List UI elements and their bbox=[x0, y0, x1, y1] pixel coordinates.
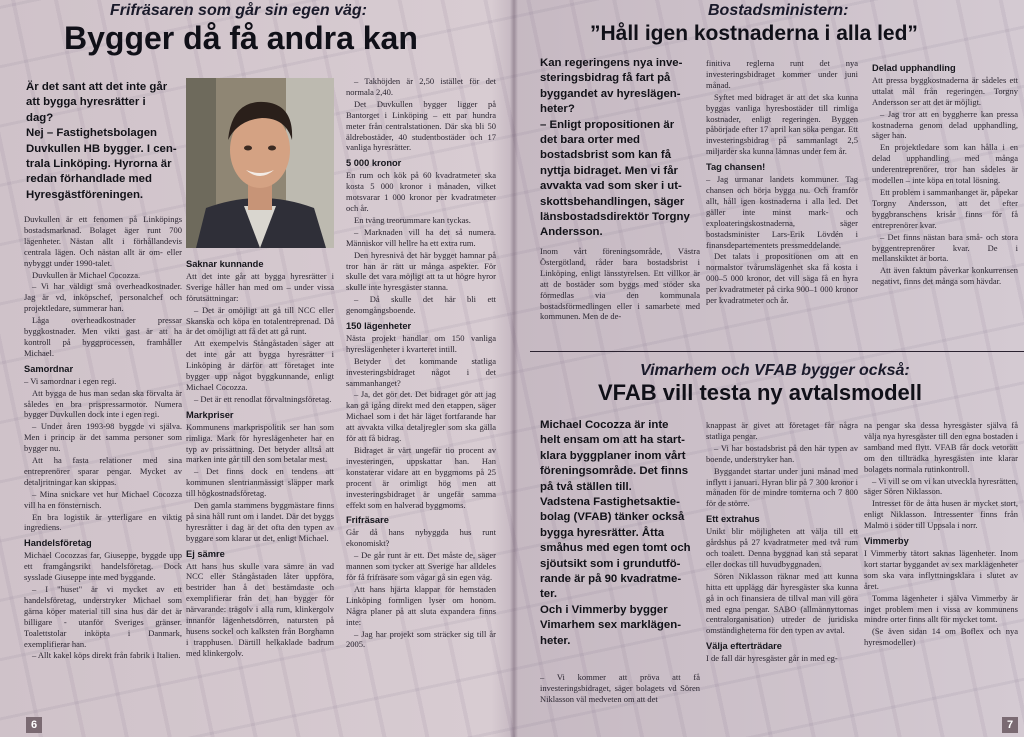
paragraph: – Jag har projekt som sträcker sig till år 2005. bbox=[346, 628, 496, 650]
right-top-column-3 bbox=[872, 58, 1018, 338]
subheading: Frifräsare bbox=[346, 515, 389, 526]
paragraph: finitiva reglerna runt det nya investeringsbidraget kommer under juni månad. bbox=[706, 58, 858, 90]
paragraph: Låga overheadkostnader pressar byggkostnader. Men vikti gast är att ha kontroll på byggprocessen, framhåller Michael. bbox=[24, 315, 182, 358]
lead-line: länsbostadsdirektör Torgny bbox=[540, 211, 690, 224]
paragraph: – Då skulle det här bli ett genomgångsboende. bbox=[346, 294, 496, 316]
lead-line: rande är på 90 kvadratme- bbox=[540, 573, 682, 586]
lead-line: Nej – Fastighetsbolagen bbox=[26, 127, 158, 140]
paragraph: Syftet med bidraget är att det ska kunna byggas vanliga hyresbostäder till rimliga kostnader, enligt regeringen. Byggen påbörjade efter 17 april kan söka pengar. Ett investeringsbidrag på sammanlagt 2,5 miljarder ska kunna lämnas under fem år. bbox=[706, 91, 858, 157]
paragraph: En rum och kök på 60 kvadratmeter ska kosta 5 000 kronor i månaden, vilket motsvarar 1 000 kronor per kvadratmeter och år. bbox=[346, 170, 496, 213]
subheading: Tag chansen! bbox=[706, 162, 766, 173]
paragraph: En tväng treorummare kan tyckas. bbox=[354, 214, 471, 225]
lead-line: Andersson. bbox=[540, 226, 603, 239]
lead-line: trala Linköping. Hyrorna är bbox=[26, 158, 172, 171]
subheading: Vimmerby bbox=[864, 536, 909, 547]
paragraph: – I "huset" är vi mycket av ett handelsföretag, understryker Michael som gärna köper material till sina hus där det är billigare - utanför Sveriges gränser. Toalettstolar inköpta i Danmark, exemplifierar han. bbox=[24, 584, 182, 649]
lead-line: föreningsområde. Det finns bbox=[540, 465, 689, 478]
lead-line: byggandet av hyreslägen- bbox=[540, 87, 681, 100]
lead-line: nyttja bidraget. Men vi får bbox=[540, 164, 678, 177]
paragraph: – Allt kakel köps direkt från fabrik i Italien. bbox=[32, 650, 181, 661]
subheading: 150 lägenheter bbox=[346, 321, 412, 332]
lead-line: Och i Vimmerby bygger bbox=[540, 603, 668, 616]
paragraph: – Vi har väldigt små overheadkostnader. Jag är vd, inköpschef, personalchef och projektledare, summerar han. bbox=[24, 281, 182, 314]
page-number-left: 6 bbox=[26, 717, 42, 733]
paragraph: (Se även sidan 14 om Boflex och nya hyresmodeller) bbox=[864, 626, 1018, 648]
left-lead bbox=[26, 80, 184, 203]
right-bottom-column-3 bbox=[864, 420, 1018, 714]
right-top-headline: ”Håll igen kostnaderna i alla led” bbox=[590, 22, 918, 45]
paragraph: Att även faktum påverkar konkurrensen negativt, finns det många som hävdar. bbox=[872, 265, 1018, 287]
page-fold bbox=[510, 0, 518, 737]
section-divider bbox=[530, 351, 1024, 352]
lead-line: bygga hyresrätter. Åtta bbox=[540, 526, 665, 539]
subheading: 5 000 kronor bbox=[346, 158, 402, 169]
subheading: Ett extrahus bbox=[706, 514, 760, 525]
subheading: Ej sämre bbox=[186, 548, 225, 559]
lead-line: på två ställen till. bbox=[540, 480, 632, 493]
paragraph: Att bygga de hus man sedan ska förvalta är således en bra prispressarmotor. Numera bygger Duvkullen dock inte i egen regi. bbox=[24, 387, 182, 420]
paragraph: – Mina snickare vet hur Michael Cocozza vill ha en fönsternisch. bbox=[24, 488, 182, 510]
lead-line: Vadstena Fastighetsaktie- bbox=[540, 496, 680, 509]
lead-line: Michael Cocozza är inte bbox=[540, 419, 669, 431]
lead-line: heter? bbox=[540, 103, 575, 116]
subheading: Handelsföretag bbox=[24, 538, 92, 549]
left-column-2 bbox=[186, 254, 334, 712]
lead-line: Är det sant att det inte går bbox=[26, 81, 168, 93]
paragraph: Betyder det kommande statliga investeringsbidraget något i det sammanhanget? bbox=[346, 355, 496, 388]
paragraph: Kommunens markprispolitik ser han som rimliga. Mark för hyreslägenheter har en typ av prissättning. Det betyder alltså att marken inte går till den som betalar mest. bbox=[186, 421, 334, 465]
paragraph: – Vi vill se om vi kan utveckla hyresrätten, säger Sören Niklasson. bbox=[864, 475, 1018, 497]
lead-line: heter. bbox=[540, 634, 571, 647]
subheading: Markpriser bbox=[186, 409, 234, 420]
left-column-1 bbox=[24, 214, 182, 712]
paragraph: Intresset för de åtta husen är mycket stort, enligt Niklasson. Intressenter finns från Malmö i söder till Uppsala i norr. bbox=[864, 498, 1018, 531]
subheading: Välja efterträdare bbox=[706, 641, 782, 652]
page-number-right: 7 bbox=[1002, 717, 1018, 733]
paragraph: Den gamla stammens byggmästare finns på sina håll runt om i landet. Där det byggs hyresrätter i dag är det ofta den typen av byggare som klarar ut det, enligt Michael. bbox=[186, 500, 334, 543]
lead-line: steringsbidrag få fart på bbox=[540, 72, 671, 85]
paragraph: – Jag tror att en byggherre kan pressa kostnaderna genom delad upphandling, säger han. bbox=[872, 108, 1018, 141]
paragraph: – Vi samordnar i egen regi. bbox=[24, 375, 117, 386]
right-bottom-column-1 bbox=[540, 672, 700, 714]
paragraph: na pengar ska dessa hyresgäster själva få välja nya hyresgäster till den egna bostaden i samband med flytt. VFAB får dock vetorätt om den tillträdka hyresgästen inte klarar bolagets normala rutinkontroll. bbox=[864, 420, 1018, 474]
portrait-illustration bbox=[186, 78, 334, 248]
paragraph: – Jag urmanar landets kommuner. Tag chansen och börja bygga nu. Och framför allt, håll igen kostnaderna i alla led. Det gäller inte minst mark- och exploateringskostnaderna, säger bostadsminister Lars-Erik Lövdén i finansdepartementets pressmeddelande. bbox=[706, 174, 858, 250]
paragraph: Att ha fasta relationer med sina entreprenörer sparar pengar. Mycket av detaljritningar kan skippas. bbox=[24, 455, 182, 487]
paragraph: – Det är ett renodlat förvaltningsföretag. bbox=[194, 393, 332, 404]
right-bottom-headline: VFAB vill testa ny avtalsmodell bbox=[598, 380, 923, 405]
paragraph: Ett problem i sammanhanget är, påpekar Torgny Andersson, att det efter byggbranschens krisår finns för få entreprenörer kvar. bbox=[872, 186, 1018, 230]
paragraph: Att hans hjärta klappar för hemstaden Linköping formligen lyser om honom. Några planer på att sluta expandera finns inte: bbox=[346, 583, 496, 627]
paragraph: – Takhöjden är 2,50 istället för det normala 2,40. bbox=[346, 76, 496, 97]
right-top-lead bbox=[540, 56, 702, 241]
paragraph: Att exempelvis Stångåstaden säger att det inte går att bygga hyresrätter i Linköping är därför att företaget inte bygger upp något byggkunnande, enligt Michael Cocozza. bbox=[186, 338, 334, 392]
paragraph: Bidraget är värt ungefär tio procent av investeringen, uppskattar han. Han konstaterar vidare att en byggmoms på 25 procent är orimligt hög men att investeringsbidraget är ungefär samma effekt som en halverad byggmoms. bbox=[346, 445, 496, 510]
paragraph: – Ja, det gör det. Det bidraget gör att jag kan gå igång direkt med den etappen, säger Michael som i det här läget fortfarande har att avvakta vilka detaljregler som ska gälla för att få bidrag. bbox=[346, 389, 496, 444]
lead-line: Kan regeringens nya inve- bbox=[540, 57, 683, 69]
paragraph: – De går runt är ett. Det måste de, säger mannen som tycker att Sverige har alldeles för få frifräsare som vågar gå sin egen väg. bbox=[346, 550, 496, 582]
lead-line: Hyresgästföreningen. bbox=[26, 188, 144, 201]
lead-line: – Enligt propositionen är bbox=[540, 118, 675, 131]
right-top-column-2 bbox=[706, 58, 858, 338]
lead-line: att bygga hyresrätter i bbox=[26, 96, 146, 109]
paragraph: Unikt blir möjligheten att välja till ett gårdshus på 27 kvadratmeter med två rum och toalett. Denna byggnad kan stå separat eller dockas till huvudbyggnaden. bbox=[706, 526, 858, 569]
lead-line: helt ensam om att ha start- bbox=[540, 434, 685, 447]
lead-line: ter. bbox=[540, 588, 558, 601]
lead-line: dag? bbox=[26, 111, 54, 124]
paragraph: I Vimmerby tätort saknas lägenheter. Inom kort startar byggandet av sex marklägenheter som ska vara inflyttningsklara i slutet av året. bbox=[864, 547, 1018, 591]
paragraph: I de fall där hyresgäster går in med eg- bbox=[706, 653, 838, 664]
subheading: Samordnar bbox=[24, 363, 74, 374]
paragraph: Att hans hus skulle vara sämre än vad NCC eller Stångåstaden låter uppföra, bestrider han å det bestämdaste och exemplifierar från det han bygger för närvarande: trägolv i alla rum, klinkergolv innanför lägenhetsdörren, natursten på husens sockel och kalksten från Borghamn i trapphusen. Därtill helkaklade badrum med klinkergolv. bbox=[186, 560, 334, 658]
paragraph: – Vi kommer att pröva att få investeringsbidraget, säger bolagets vd Sören Niklasson väl medveten om att det bbox=[540, 672, 700, 704]
paragraph: Tomma lägenheter i själva Vimmerby är inget problem men i vissa av kommunens mindre orter finns allt för mycket tomt. bbox=[864, 592, 1018, 625]
lead-line: klara byggplaner inom vårt bbox=[540, 449, 686, 462]
paragraph: Michael Cocozzas far, Giuseppe, byggde upp ett framgångsrikt handelsföretag. Dock sysslade Giuseppe inte med byggande. bbox=[24, 550, 182, 583]
right-bottom-lead bbox=[540, 418, 702, 649]
right-bottom-column-2 bbox=[706, 420, 858, 714]
portrait-photo bbox=[186, 78, 334, 248]
paragraph: – Vi har bostadsbrist på den här typen av boende, understryker han. bbox=[706, 442, 858, 464]
lead-line: det bara orter med bbox=[540, 134, 641, 147]
lead-line: småhus med egen tomt och bbox=[540, 542, 691, 555]
left-column-3 bbox=[346, 76, 496, 712]
paragraph: Att det inte går att bygga hyresrätter i Sverige håller han med om – under vissa förutsättningar: bbox=[186, 270, 334, 303]
lead-line: Vimarhem sex marklägen- bbox=[540, 619, 681, 632]
paragraph: En projektledare som kan hålla i en delad upphandling med många underentreprenörer, tror han sådeles är modellen – inte köpa en total lösning. bbox=[872, 142, 1018, 186]
lead-line: avvakta vad som sker i ut- bbox=[540, 180, 682, 193]
paragraph: Duvkullen är ett fenomen på Linköpings bostadsmarknad. Bolaget äger runt 700 lägenheter. Nästan allt i förhållandevis centrala lägen. Och nästan allt är om- eller nybyggt under 1990-talet. bbox=[24, 214, 182, 268]
paragraph: – Det finns nästan bara små- och stora byggentreprenörer kvar. De i mellanskiktet är borta. bbox=[872, 231, 1018, 264]
paragraph: Det Duvkullen bygger ligger på Bantorget i Linköping – ett par hundra meter från centralstationen. Där ska bli 50 äldrebostäder, 40 studentbostäder och 17 vanliga hyresrätter. bbox=[346, 98, 496, 153]
subheading: Delad upphandling bbox=[872, 63, 956, 73]
right-top-kicker: Bostadsministern: bbox=[708, 2, 849, 19]
subheading: Saknar kunnande bbox=[186, 259, 264, 269]
right-bottom-kicker: Vimarhem och VFAB bygger också: bbox=[640, 362, 910, 379]
paragraph: Nästa projekt handlar om 150 vanliga hyreslägenheter i kvarteret intill. bbox=[346, 332, 496, 354]
paragraph: – Det finns dock en tendens att kommunen slentrianmässigt släpper mark till högkostnadsföretag. bbox=[186, 466, 334, 499]
paragraph: – Under åren 1993-98 byggde vi själva. Men i princip är det samma personer som bygger nu. bbox=[24, 421, 182, 454]
lead-line: bolag (VFAB) tänker också bbox=[540, 511, 685, 524]
paragraph: Sören Niklasson räknar med att kunna hitta ett upplägg där hyresgäster ska kunna gå in och finansiera de tillval man vill göra med egna pengar. SABO (allmännyttornas centralorganisation) utreder de juridiska omständigheterna för den typen av avtal. bbox=[706, 570, 858, 636]
paragraph: knappast är givet att företaget får några statliga pengar. bbox=[706, 420, 858, 441]
paragraph: Duvkullen är Michael Cocozza. bbox=[32, 269, 141, 280]
lead-line: skottsbehandlingen, säger bbox=[540, 195, 685, 208]
paragraph: – Det är omöjligt att gå till NCC eller Skanska och köpa en totalentreprenad. Då är det omöjligt att få det att gå runt. bbox=[186, 304, 334, 337]
lead-line: Duvkullen HB bygger. I cen- bbox=[26, 142, 177, 155]
paragraph: En bra logistik är ytterligare en viktig ingrediens. bbox=[24, 511, 182, 533]
paragraph: Det talats i propositionen om att en normalstor tvårumslägenhet ska få kosta i 000–5 000 kronor, det vill säga få en hyra per kvadratmeter på cirka 900–1 000 kronor per kvadratmeter och år. bbox=[706, 251, 858, 306]
paragraph: Att pressa byggkostnaderna är sådeles ett uttalat mål från regeringen. Torgny Andersson ser att det är möjligt. bbox=[872, 74, 1018, 107]
lead-line: redan förhandlade med bbox=[26, 173, 152, 186]
paragraph: Går då hans nybyggda hus runt ekonomiskt? bbox=[346, 527, 496, 549]
lead-line: bostadsbrist som kan få bbox=[540, 149, 672, 162]
paragraph: – Marknaden vill ha det så numera. Människor vill hellre ha ett extra rum. bbox=[346, 226, 496, 248]
paragraph: Inom vårt föreningsområde, Västra Östergötland, råder bara bostadsbrist i Linköping, enligt länsstyrelsen. Ett villkor är att de bostäder som byggs med stöder ska förmedlas via den kommunala bostadsförmedlingen eller i samarbete med kommunen. Men de de- bbox=[540, 246, 700, 322]
left-kicker: Frifräsaren som går sin egen väg: bbox=[110, 2, 367, 19]
right-top-column-1 bbox=[540, 246, 700, 338]
paragraph: Byggandet startar under juni månad med inflytt i januari. Hyran blir på 7 300 kronor i månaden för de mindre tomterna och 7 800 för de större. bbox=[706, 465, 858, 509]
lead-line: sjöutsikt som i grundutfö- bbox=[540, 557, 681, 570]
paragraph: Den hyresnivå det här bygget hamnar på tror han är rätt ur många aspekter. För skulle det vara möjligt att ta ut högre hyror skulle inte hyresgäster stanna. bbox=[346, 249, 496, 293]
left-headline: Bygger då få andra kan bbox=[64, 20, 418, 56]
